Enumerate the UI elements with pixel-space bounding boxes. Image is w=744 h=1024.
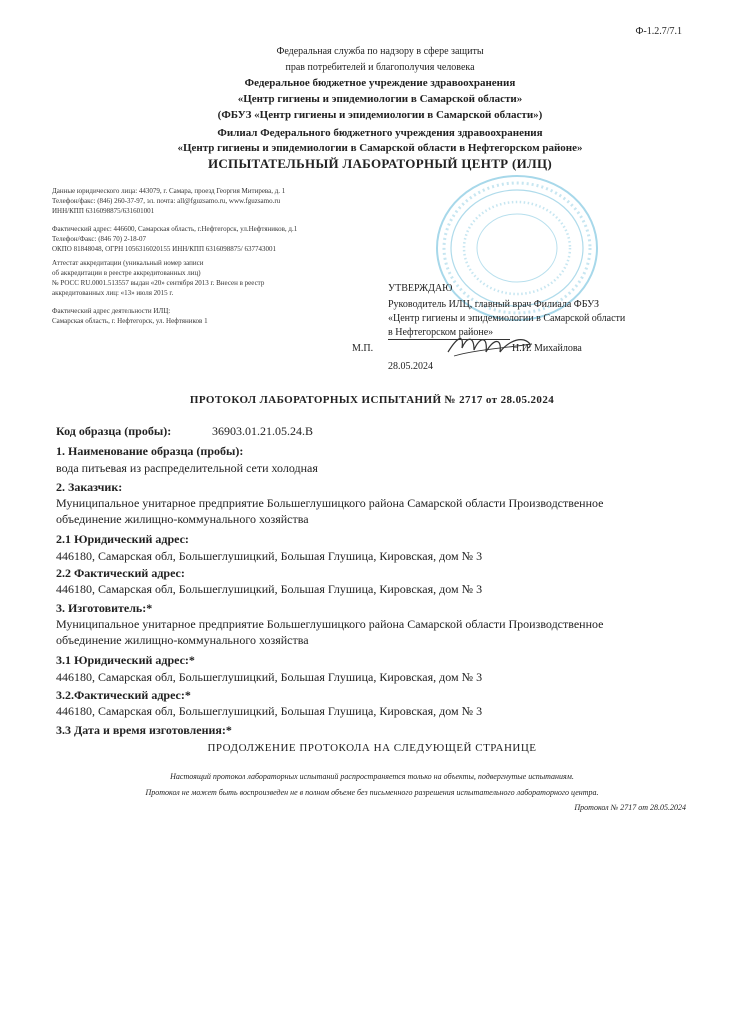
fact-line-2: Телефон/Факс: (846 70) 2-18-07 [52,235,147,243]
protocol-title: ПРОТОКОЛ ЛАБОРАТОРНЫХ ИСПЫТАНИЙ № 2717 от 28.05.2024 [189,394,555,406]
header-line-1: Федеральная служба по надзору в сфере защиты [276,46,484,57]
continuation-notice: ПРОДОЛЖЕНИЕ ПРОТОКОЛА НА СЛЕДУЮЩЕЙ СТРАНИЦЕ [207,742,537,754]
maker-line-1: Муниципальное унитарное предприятие Большеглушицкого района Самарской области Производственное [56,617,604,631]
header-line-3: Федеральное бюджетное учреждение здравоохранения [244,77,516,89]
customer-label: 2. Заказчик: [56,480,123,494]
approval-line-3: в Нефтегорском районе» [388,327,494,338]
att-line-3: № РОСС RU.0001.513557 выдан «20» сентября 2013 г. Внесен в реестр [52,279,265,287]
manufacture-date-label: 3.3 Дата и время изготовления:* [56,723,232,737]
handwritten-signature [444,330,536,360]
approver-name: Н.И. Михайлова [512,343,582,354]
footer-protocol-ref: Протокол № 2717 от 28.05.2024 [574,803,686,812]
maker-label: 3. Изготовитель:* [56,601,153,615]
att-line-4: аккредитованных лиц: «13» июля 2015 г. [52,289,174,297]
header-line-7: «Центр гигиены и эпидемиологии в Самарской области в Нефтегорском районе» [177,142,583,154]
footer-note-2: Протокол не может быть воспроизведен не в полном объеме без письменного разрешения испытательного лабораторного центра. [145,788,599,797]
sample-name-value: вода питьевая из распределительной сети холодная [56,461,318,475]
legal-entity-block [52,186,285,216]
customer-line-2: объединение жилищно-коммунального хозяйства [56,512,309,526]
sample-name-label: 1. Наименование образца (пробы): [56,444,244,458]
footer-note-1: Настоящий протокол лабораторных испытаний распространяется только на объекты, подвергнутые испытаниям. [170,772,574,781]
header-line-4: «Центр гигиены и эпидемиологии в Самарской области» [237,93,523,105]
header-line-2: прав потребителей и благополучия человека [285,62,475,73]
att-line-1: Аттестат аккредитации (уникальный номер записи [52,259,204,267]
lab-name: ИСПЫТАТЕЛЬНЫЙ ЛАБОРАТОРНЫЙ ЦЕНТР (ИЛЦ) [207,156,553,171]
fact-line-1: Фактический адрес: 446600, Самарская область, г.Нефтегорск, ул.Нефтяников, д.1 [52,225,298,233]
fact-address-value: 446180, Самарская обл, Большеглушицкий, Большая Глушица, Кировская, дом № 3 [56,582,483,596]
maker-fact-address-label: 3.2.Фактический адрес:* [56,688,191,702]
approval-line-1: Руководитель ИЛЦ, главный врач Филиала ФБУЗ [388,299,600,310]
legal-line-2: Телефон/факс: (846) 260-37-97, эл. почта: all@fguzsamo.ru, www.fguzsamo.ru [52,197,281,205]
act-line-1: Фактический адрес деятельности ИЛЦ: [52,307,171,315]
header-line-6: Филиал Федерального бюджетного учреждения здравоохранения [217,127,543,139]
fact-line-3: ОКПО 81848048, ОГРН 1056316020155 ИНН/КПП 6316098875/ 637743001 [52,245,276,253]
maker-line-2: объединение жилищно-коммунального хозяйства [56,633,309,647]
actual-address-block [52,224,297,254]
att-line-2: об аккредитации в реестре аккредитованных лиц) [52,269,201,277]
legal-address-value: 446180, Самарская обл, Большеглушицкий, Большая Глушица, Кировская, дом № 3 [56,549,483,563]
form-code: Ф-1.2.7/7.1 [635,26,682,37]
maker-legal-address-value: 446180, Самарская обл, Большеглушицкий, Большая Глушица, Кировская, дом № 3 [56,670,483,684]
approval-date: 28.05.2024 [388,361,433,372]
sample-code-value: 36903.01.21.05.24.В [212,424,314,438]
fact-address-label: 2.2 Фактический адрес: [56,566,185,580]
legal-address-label: 2.1 Юридический адрес: [56,532,189,546]
act-line-2: Самарская область, г. Нефтегорск, ул. Нефтяников 1 [52,317,208,325]
mp-label: М.П. [352,343,374,354]
sample-code-label: Код образца (пробы): [56,424,172,438]
approval-label: УТВЕРЖДАЮ [388,283,453,294]
customer-line-1: Муниципальное унитарное предприятие Большеглушицкого района Самарской области Производственное [56,496,604,510]
activity-address-block [52,306,208,326]
maker-fact-address-value: 446180, Самарская обл, Большеглушицкий, Большая Глушица, Кировская, дом № 3 [56,704,483,718]
accreditation-block [52,258,264,298]
approval-line-2: «Центр гигиены и эпидемиологии в Самарской области [388,313,626,324]
header-line-5: (ФБУЗ «Центр гигиены и эпидемиологии в Самарской области») [217,109,543,121]
legal-line-1: Данные юридического лица: 443079, г. Самара, проезд Георгия Митирева, д. 1 [52,187,286,195]
legal-line-3: ИНН/КПП 6316098875/631601001 [52,207,155,215]
maker-legal-address-label: 3.1 Юридический адрес:* [56,653,195,667]
